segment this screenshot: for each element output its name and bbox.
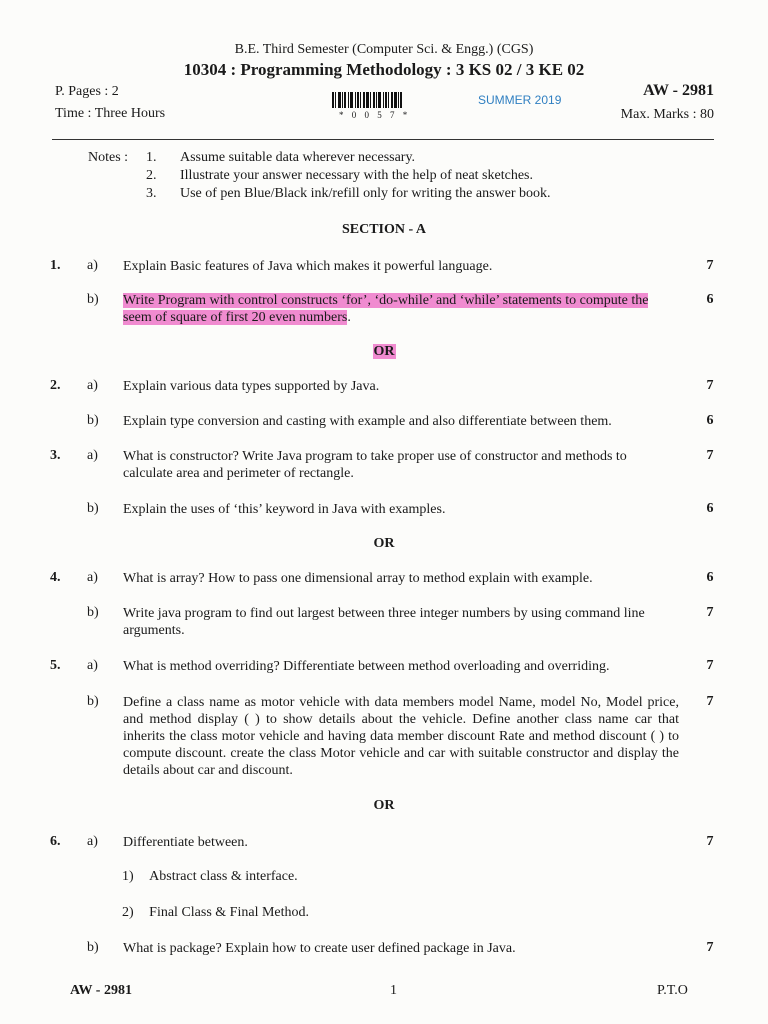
- question-marks: 6: [706, 501, 714, 516]
- highlighted-text: Write Program with control constructs ‘for’, ‘do-while’ and ‘while’ statements to compute the seem of square of first 20 even numbers: [123, 293, 649, 325]
- question-marks: 7: [706, 940, 714, 955]
- note-number: 1.: [146, 150, 157, 165]
- question-marks: 7: [706, 378, 714, 393]
- exam-duration: Time : Three Hours: [55, 106, 166, 121]
- note-text: Use of pen Blue/Black ink/refill only for writing the answer book.: [180, 186, 551, 201]
- question-number: 2.: [50, 378, 61, 393]
- question-marks: 7: [706, 658, 714, 673]
- question-marks: 6: [706, 292, 714, 307]
- question-text: Define a class name as motor vehicle with data members model Name, model No, Model price, and method display ( ) to show details about the vehicle. Define another class name car that inherits the class motor vehicle and having data member discount Rate and method discount ( ) to compute discount. create the class Motor vehicle and car with suitable constructor and display the details about car and discount.: [123, 695, 679, 778]
- question-text-tail: .: [347, 310, 351, 325]
- footer-paper-code: AW - 2981: [70, 983, 132, 998]
- question-marks: 7: [706, 694, 714, 709]
- barcode: [332, 92, 414, 108]
- question-marks: 7: [706, 834, 714, 849]
- question-number: 1.: [50, 258, 61, 273]
- question-text: Explain type conversion and casting with example and also differentiate between them.: [123, 414, 612, 429]
- notes-label: Notes :: [88, 150, 129, 165]
- section-heading: SECTION - A: [341, 222, 427, 237]
- or-separator: OR: [373, 798, 395, 813]
- list-text: Abstract class & interface.: [149, 869, 298, 884]
- question-marks: 7: [706, 605, 714, 620]
- comparison-item: [122, 869, 298, 885]
- page-number: 1: [390, 983, 397, 998]
- sub-question-label: b): [87, 940, 99, 955]
- sub-question-label: b): [87, 413, 99, 428]
- note-text: Assume suitable data wherever necessary.: [180, 150, 416, 165]
- question-number: 6.: [50, 834, 61, 849]
- question-number: 4.: [50, 570, 61, 585]
- question-text: What is constructor? Write Java program to take proper use of constructor and methods to calculate area and perimeter of rectangle.: [123, 449, 627, 481]
- or-separator: [0, 344, 768, 360]
- question-text: Explain various data types supported by Java.: [123, 379, 380, 394]
- question-number: 5.: [50, 658, 61, 673]
- question-text: Explain the uses of ‘this’ keyword in Java with examples.: [123, 502, 446, 517]
- sub-question-label: a): [87, 378, 98, 393]
- question-text: What is array? How to pass one dimensional array to method explain with example.: [123, 571, 593, 586]
- list-text: Final Class & Final Method.: [149, 905, 310, 920]
- note-number: 3.: [146, 186, 157, 201]
- note-number: 2.: [146, 168, 157, 183]
- sub-question-label: a): [87, 570, 98, 585]
- paper-title: 10304 : Programming Methodology : 3 KS 02 / 3 KE 02: [183, 60, 585, 79]
- question-marks: 6: [706, 570, 714, 585]
- question-marks: 7: [706, 258, 714, 273]
- note-text: Illustrate your answer necessary with the help of neat sketches.: [180, 168, 533, 183]
- paper-code: AW - 2981: [643, 82, 714, 99]
- question-text: What is package? Explain how to create user defined package in Java.: [123, 941, 516, 956]
- header-divider: [52, 139, 714, 140]
- list-number: 2): [122, 905, 134, 920]
- question-text: Write java program to find out largest between three integer numbers by using command line arguments.: [123, 606, 645, 638]
- question-text: Explain Basic features of Java which makes it powerful language.: [123, 259, 493, 274]
- sub-question-label: b): [87, 605, 99, 620]
- question-text: What is method overriding? Differentiate between method overloading and overriding.: [123, 659, 610, 674]
- exam-title-line: B.E. Third Semester (Computer Sci. & Engg.) (CGS): [234, 42, 534, 57]
- or-label: OR: [373, 344, 395, 359]
- page-count: P. Pages : 2: [55, 84, 119, 99]
- sub-question-label: a): [87, 258, 98, 273]
- sub-question-label: b): [87, 292, 99, 307]
- sub-question-label: a): [87, 448, 98, 463]
- sub-question-label: b): [87, 694, 99, 709]
- please-turn-over: P.T.O: [657, 983, 688, 998]
- comparison-item: [122, 905, 309, 921]
- question-marks: 7: [706, 448, 714, 463]
- or-separator: OR: [373, 536, 395, 551]
- list-number: 1): [122, 869, 134, 884]
- sub-question-label: a): [87, 658, 98, 673]
- max-marks: Max. Marks : 80: [620, 107, 714, 122]
- question-marks: 6: [706, 413, 714, 428]
- sub-question-label: b): [87, 501, 99, 516]
- question-text: Differentiate between.: [123, 835, 248, 850]
- barcode-number: * 0 0 5 7 *: [339, 110, 411, 120]
- question-text: [123, 292, 679, 326]
- session-stamp: SUMMER 2019: [478, 93, 562, 107]
- question-number: 3.: [50, 448, 61, 463]
- sub-question-label: a): [87, 834, 98, 849]
